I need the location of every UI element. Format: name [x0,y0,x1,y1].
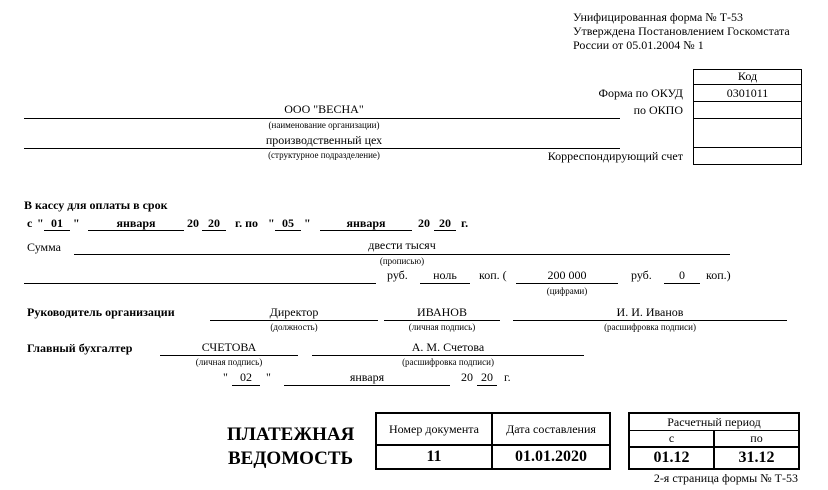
accountant-decoding: А. М. Счетова [411,340,485,354]
okpo-label: по ОКПО [633,103,683,117]
form-header-line3: России от 05.01.2004 № 1 [573,38,704,52]
sum-kop-digits: 0 [679,268,685,282]
corr-account-label: Корреспондирующий счет [547,149,683,163]
corr-account-value [693,148,802,165]
doc-title-line2: ВЕДОМОСТЬ [228,448,354,469]
sum-kop-label-2: коп.) [706,268,731,282]
accountant-signature-caption: (личная подпись) [195,357,263,367]
period-header: Расчетный период [667,414,761,429]
period-from-year-suffix: 20 [208,216,220,230]
head-position: Директор [269,305,319,319]
period-from-month: января [116,216,156,230]
accountant-year-suffix: 20 [481,370,493,384]
okud-value: 0301011 [726,85,769,100]
org-name: ООО "ВЕСНА" [284,102,364,116]
org-name-caption: (наименование организации) [268,120,380,130]
head-decoding-caption: (расшифровка подписи) [604,322,696,332]
page-note: 2-я страница формы № Т-53 [653,471,798,485]
sum-words: двести тысяч [368,238,436,252]
doc-number-value: 11 [426,448,442,465]
period-from-header: с [668,431,675,445]
org-unit: производственный цех [265,133,383,147]
period-from-prefix: с [27,216,33,230]
form-header-line2: Утверждена Постановлением Госкомстата [573,24,790,38]
form-header-line1: Унифицированная форма № Т-53 [573,10,744,24]
head-position-caption: (должность) [270,322,318,332]
sum-digits-caption: (цифрами) [546,286,588,296]
org-unit-caption: (структурное подразделение) [268,150,380,160]
head-signature: ИВАНОВ [417,305,467,319]
head-signature-caption: (личная подпись) [408,322,476,332]
period-to-year-suffix: 20 [439,216,451,230]
doc-date-header: Дата составления [506,421,596,436]
period-from-day: 01 [51,216,63,230]
head-label: Руководитель организации [27,305,175,319]
doc-title-line1: ПЛАТЕЖНАЯ [227,424,355,445]
period-to-year-prefix: 20 [418,216,430,230]
okud-label: Форма по ОКУД [598,86,683,100]
period-title: В кассу для оплаты в срок [24,198,168,212]
accountant-signature: СЧЕТОВА [201,340,257,354]
accountant-day: 02 [240,370,252,384]
period-to-header: по [750,431,763,445]
accountant-label: Главный бухгалтер [27,341,133,355]
accountant-year-prefix: 20 [461,370,473,384]
period-to-value: 31.12 [738,449,775,466]
head-decoding: И. И. Иванов [616,305,684,319]
sum-label: Сумма [27,240,61,254]
period-year-abbr-2: г. [461,216,469,230]
period-to-day: 05 [282,216,294,230]
accountant-month: января [349,370,385,384]
doc-date-value: 01.01.2020 [515,448,587,465]
sum-kop-words: ноль [433,268,457,282]
sum-rub-label: руб. [387,268,408,282]
sum-digits: 200 000 [547,268,587,282]
kod-header: Код [737,69,758,83]
sum-kop-label: коп. ( [479,268,507,282]
accountant-year-abbr: г. [504,370,511,384]
doc-number-header: Номер документа [388,421,480,436]
period-to-month: января [346,216,386,230]
accountant-decoding-caption: (расшифровка подписи) [402,357,494,367]
period-year-abbr-1: г. по [235,216,259,230]
sum-rub-label-2: руб. [631,268,652,282]
sum-words-caption: (прописью) [379,256,425,266]
period-from-year-prefix: 20 [187,216,199,230]
period-from-value: 01.12 [653,449,690,466]
okpo-value [693,102,802,118]
